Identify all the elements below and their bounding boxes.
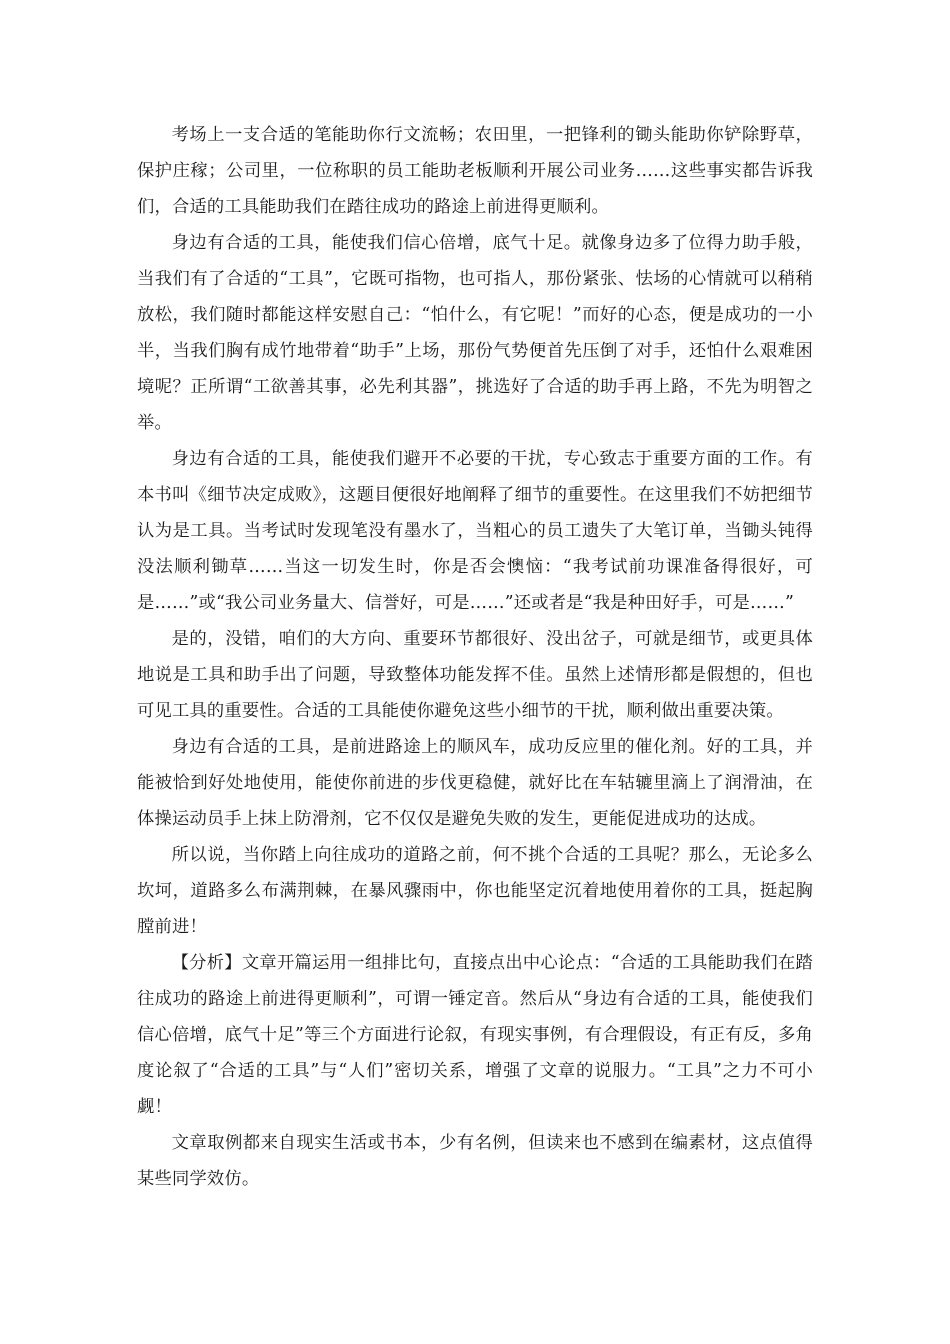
essay-paragraph-6: 所以说，当你踏上向往成功的道路之前，何不挑个合适的工具呢？那么，无论多么坎坷，道路多么布满荆棘，在暴风骤雨中，你也能坚定沉着地使用着你的工具，挺起胸膛前进！ (137, 845, 813, 937)
essay-paragraph-1: 考场上一支合适的笔能助你行文流畅；农田里，一把锋利的锄头能助你铲除野草，保护庄稼；公司里，一位称职的员工能助老板顺利开展公司业务……这些事实都告诉我们，合适的工具能助我们在踏往成功的路途上前进得更顺利。 (137, 125, 813, 217)
closing-paragraph: 文章取例都来自现实生活或书本，少有名例，但读来也不感到在编素材，这点值得某些同学效仿。 (137, 1133, 813, 1189)
essay-paragraph-3: 身边有合适的工具，能使我们避开不必要的干扰，专心致志于重要方面的工作。有本书叫《细节决定成败》，这题目便很好地阐释了细节的重要性。在这里我们不妨把细节认为是工具。当考试时发现笔没有墨水了，当粗心的员工遗失了大笔订单，当锄头钝得没法顺利锄草……当这一切发生时，你是否会懊恼：“我考试前功课准备得很好，可是……”或“我公司业务量大、信誉好，可是……”还或者是“我是种田好手，可是……” (137, 449, 813, 613)
essay-paragraph-5: 身边有合适的工具，是前进路途上的顺风车，成功反应里的催化剂。好的工具，并能被恰到好处地使用，能使你前进的步伐更稳健，就好比在车轱辘里滴上了润滑油，在体操运动员手上抹上防滑剂，它不仅仅是避免失败的发生，更能促进成功的达成。 (137, 737, 813, 829)
document-body (137, 117, 813, 1197)
analysis-text: 文章开篇运用一组排比句，直接点出中心论点：“合适的工具能助我们在踏往成功的路途上前进得更顺利”，可谓一锤定音。然后从“身边有合适的工具，能使我们信心倍增，底气十足”等三个方面进行论叙，有现实事例，有合理假设，有正有反，多角度论叙了“合适的工具”与“人们”密切关系，增强了文章的说服力。“工具”之力不可小觑！ (137, 953, 813, 1117)
essay-paragraph-2: 身边有合适的工具，能使我们信心倍增，底气十足。就像身边多了位得力助手般，当我们有了合适的“工具”，它既可指物，也可指人，那份紧张、怯场的心情就可以稍稍放松，我们随时都能这样安慰自己：“怕什么，有它呢！”而好的心态，便是成功的一小半，当我们胸有成竹地带着“助手”上场，那份气势便首先压倒了对手，还怕什么艰难困境呢？正所谓“工欲善其事，必先利其器”，挑选好了合适的助手再上路，不先为明智之举。 (137, 233, 813, 433)
analysis-paragraph (137, 945, 813, 1125)
analysis-label: 【分析】 (171, 953, 242, 973)
essay-paragraph-4: 是的，没错，咱们的大方向、重要环节都很好、没出岔子，可就是细节，或更具体地说是工具和助手出了问题，导致整体功能发挥不佳。虽然上述情形都是假想的，但也可见工具的重要性。合适的工具能使你避免这些小细节的干扰，顺利做出重要决策。 (137, 629, 813, 721)
